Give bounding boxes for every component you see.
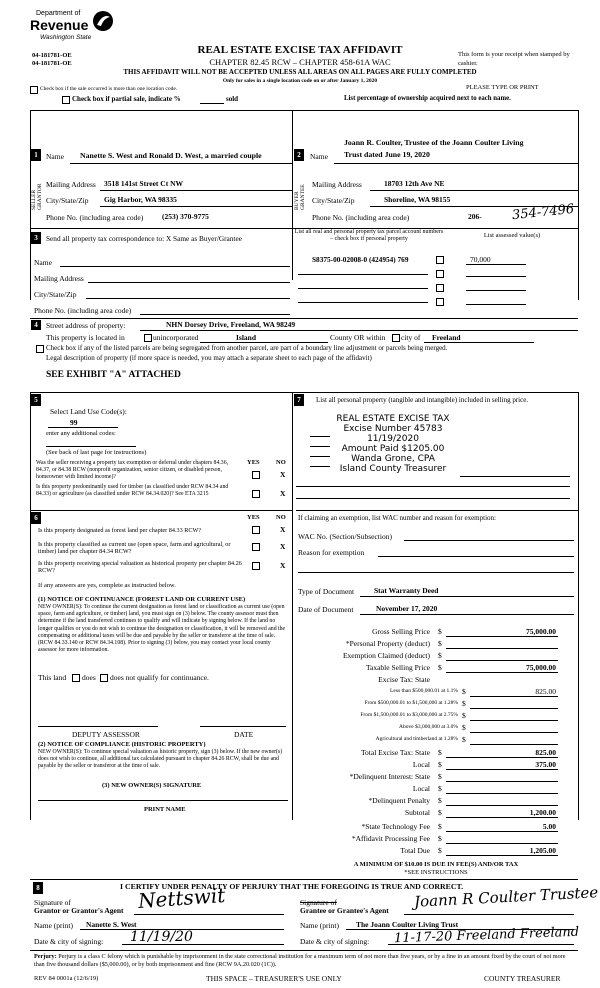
partial-sale-label: Check box if partial sale, indicate % xyxy=(72,95,181,103)
partial-percent-field[interactable] xyxy=(200,103,224,104)
section-8-number: 8 xyxy=(33,882,43,894)
ownership-note: List percentage of ownership acquired next to each name. xyxy=(344,95,511,102)
parcel-4-checkbox[interactable] xyxy=(436,298,444,306)
buyer-city[interactable]: Shoreline, WA 98155 xyxy=(384,195,451,204)
buyer-mailing-label: Mailing Address xyxy=(312,180,362,189)
section-4-number: 4 xyxy=(31,320,41,330)
excise-stamp xyxy=(330,414,456,474)
doc-type-label: Type of Document xyxy=(298,587,355,596)
segregated-label: Check box if any of the listed parcels are being segregated from another parcel, are part of a boundary line adjustment or parcels being merged. xyxy=(46,344,448,352)
grantee-sig-label-2: Grantee or Grantee's Agent xyxy=(300,906,389,915)
form-chapter: CHAPTER 82.45 RCW – CHAPTER 458-61A WAC xyxy=(209,57,391,67)
grantor-name[interactable]: Nanette S. West xyxy=(86,920,137,929)
county-label: County OR within xyxy=(330,333,386,342)
section-3-name-label: Name xyxy=(34,258,52,267)
stamp-line-6: Island County Treasurer xyxy=(339,464,447,474)
tier-2-label: From $500,000.01 to $1,500,000 at 1.28% xyxy=(364,700,458,706)
buyer-phone-handwritten[interactable]: 354-7496 xyxy=(511,201,575,224)
seller-mailing[interactable]: 3518 141st Street Ct NW xyxy=(104,179,184,188)
grantor-date-label: Date & city of signing: xyxy=(34,937,104,946)
logo-revenue: Revenue xyxy=(30,17,89,33)
section-5-q1-answer[interactable]: X xyxy=(280,470,286,479)
section-7-num-text: 7 xyxy=(297,396,301,404)
section-5-q1-yes[interactable] xyxy=(252,471,260,479)
this-land-label: This land xyxy=(38,673,67,682)
new-owner-signature-label: (3) NEW OWNER(S) SIGNATURE xyxy=(102,782,202,789)
city-of-label: city of xyxy=(401,333,421,342)
delinquent-interest-local-label: Local xyxy=(412,784,430,793)
multi-location-label: Check box if the sale occurred is more than one location code. xyxy=(40,86,178,92)
personal-deduct-dollar: $ xyxy=(438,639,442,648)
revenue-logo xyxy=(30,10,120,48)
stamp-line-1: REAL ESTATE EXCISE TAX xyxy=(336,414,450,424)
rev-number: REV 84 0001a (12/6/19) xyxy=(34,975,99,982)
section-3-mailing-label: Mailing Address xyxy=(34,274,84,283)
seller-city[interactable]: Gig Harbor, WA 98335 xyxy=(104,195,177,204)
land-use-label: Select Land Use Code(s): xyxy=(50,407,127,416)
section-6-q2: Is this property classified as current use (open space, farm and agricultural, or timber) land per chapter 84.34 RCW? xyxy=(38,541,231,555)
grantee-name[interactable]: The Joann Coulter Living Trust xyxy=(356,920,459,929)
stamp-line-5: Wanda Grone, CPA xyxy=(351,454,435,464)
buyer-side-label: BUYER GRANTEE xyxy=(294,184,306,210)
taxable-label: Taxable Selling Price xyxy=(365,663,430,672)
grantee-name-label: Name (print) xyxy=(300,921,339,930)
total-excise-state-label: Total Excise Tax: State xyxy=(360,748,430,757)
assessed-header: List assessed value(s) xyxy=(483,232,541,239)
does-checkbox[interactable] xyxy=(72,674,80,682)
seller-mailing-label: Mailing Address xyxy=(46,180,96,189)
grantee-signature[interactable]: Joann R Coulter Trustee xyxy=(413,883,599,911)
does-not-checkbox[interactable] xyxy=(100,674,108,682)
section-6-q2-yes[interactable] xyxy=(252,543,260,551)
delinquent-penalty-dollar: $ xyxy=(438,796,442,805)
buyer-mailing[interactable]: 18703 12th Ave NE xyxy=(384,179,445,188)
parcel-3-checkbox[interactable] xyxy=(436,284,444,292)
total-due-dollar: $ xyxy=(438,846,442,855)
exemption-deduct-label: Exemption Claimed (deduct) xyxy=(342,651,430,660)
section-5-q2-answer[interactable]: X xyxy=(280,489,286,498)
grantor-signature[interactable]: Nettswit xyxy=(137,882,226,914)
does-label: does xyxy=(82,673,96,682)
seller-city-label: City/State/Zip xyxy=(46,196,89,205)
grantor-date[interactable]: 11/19/20 xyxy=(130,929,193,945)
total-excise-state-dollar: $ xyxy=(438,748,442,757)
unincorporated-label: unincorporated xyxy=(153,333,199,342)
tier-4-label: Above $3,000,000 at 3.0% xyxy=(399,724,458,730)
form-code-2: 04-181781-OE xyxy=(32,60,72,67)
notice-2-text: NEW OWNER(S): To continue special valuation as historic property, sign (3) below. If the new owner(s) does not wish to continue, all additional tax calculated pursuant to chapter 84.26 RCW, shall be due and payable by the seller or transferor at the time of sale. xyxy=(38,749,283,770)
notice-2-title: (2) NOTICE OF COMPLIANCE (HISTORIC PROPERTY) xyxy=(38,741,206,748)
tech-fee-value[interactable]: 5.00 xyxy=(542,822,556,831)
buyer-phone-typed[interactable]: 206- xyxy=(468,212,482,221)
delinquent-interest-local-dollar: $ xyxy=(438,784,442,793)
section-1-number: 1 xyxy=(31,149,41,161)
section-5-q1: Was the seller receiving a property tax exemption or deferral under chapters 84.36, 84.37, or 84.38 RCW (nonprofit organization, senior citizen, or disabled person, homeowner with limited income)? xyxy=(36,460,229,480)
section-6-q1: Is this property designated as forest land per chapter 84.33 RCW? xyxy=(38,527,202,534)
subtotal-label: Subtotal xyxy=(404,808,430,817)
section-6-q3-yes[interactable] xyxy=(252,562,260,570)
doc-type[interactable]: Stat Warranty Deed xyxy=(374,586,439,595)
gross-dollar: $ xyxy=(438,627,442,636)
county-treasurer-label: COUNTY TREASURER xyxy=(484,974,561,983)
grantee-sig-label-1: Signature of xyxy=(300,898,337,907)
section-3-city-label: City/State/Zip xyxy=(34,290,77,299)
send-correspondence-label: Send all property tax correspondence to: X Same as Buyer/Grantee xyxy=(46,234,242,243)
assessor-date-label: DATE xyxy=(234,730,254,739)
partial-sale-checkbox[interactable] xyxy=(62,96,70,104)
delinquent-interest-state-dollar: $ xyxy=(438,772,442,781)
tier-5-label: Agricultural and timberland at 1.28% xyxy=(375,736,458,742)
tier-3-label: From $1,500,000.01 to $3,000,000 at 2.75% xyxy=(360,712,458,718)
form-code-1: 04-181781-OE xyxy=(32,52,72,59)
exhibit-reference: SEE EXHIBIT "A" ATTACHED xyxy=(46,370,181,380)
certify-statement: I CERTIFY UNDER PENALTY OF PERJURY THAT THE FOREGOING IS TRUE AND CORRECT. xyxy=(120,882,464,891)
processing-fee-dollar: $ xyxy=(438,834,442,843)
grantee-date-label: Date & city of signing: xyxy=(300,937,370,946)
local-value[interactable]: 375.00 xyxy=(535,760,556,769)
land-use-code[interactable]: 99 xyxy=(70,418,78,427)
total-due-value[interactable]: 1,205.00 xyxy=(529,846,556,855)
section-1-name-label: Name xyxy=(46,152,64,161)
section-6-no: NO xyxy=(276,514,286,521)
logo-dept: Department of xyxy=(36,10,81,17)
exemption-deduct-dollar: $ xyxy=(438,651,442,660)
tech-fee-dollar: $ xyxy=(438,822,442,831)
tier-1-dollar: $ xyxy=(462,687,466,696)
parcel-2-checkbox[interactable] xyxy=(436,270,444,278)
parcel-number[interactable]: S8375-00-02008-0 (424954) 769 xyxy=(312,255,409,264)
does-not-label: does not qualify for continuance. xyxy=(110,673,209,682)
multi-location-checkbox[interactable] xyxy=(30,86,38,94)
unincorporated-checkbox[interactable] xyxy=(144,334,152,342)
seller-phone-label: Phone No. (including area code) xyxy=(46,213,144,222)
tier-1-value[interactable]: 825.00 xyxy=(535,687,556,696)
form-title: REAL ESTATE EXCISE TAX AFFIDAVIT xyxy=(197,44,403,56)
buyer-phone-label: Phone No. (including area code) xyxy=(312,213,410,222)
tier-1-label: Less than $500,000.01 at 1.1% xyxy=(390,688,458,694)
see-back-note: (See back of last page for instructions) xyxy=(46,449,147,456)
buyer-city-label: City/State/Zip xyxy=(312,196,355,205)
local-label: Local xyxy=(412,760,430,769)
deputy-assessor-label: DEPUTY ASSESSOR xyxy=(72,730,140,739)
local-dollar: $ xyxy=(438,760,442,769)
section-6-q3: Is this property receiving special valuation as historical property per chapter 84.26 RCW? xyxy=(38,560,242,574)
taxable-value[interactable]: 75,000.00 xyxy=(526,663,556,672)
wac-label: WAC No. (Section/Subsection) xyxy=(298,532,392,541)
grantor-name-label: Name (print) xyxy=(34,921,73,930)
delinquent-interest-state-label: *Delinquent Interest: State xyxy=(349,772,430,781)
section-6-q2-answer[interactable]: X xyxy=(280,542,286,551)
receipt-note: This form is your receipt when stamped by cashier. xyxy=(458,51,570,67)
section-6-q1-answer[interactable]: X xyxy=(280,525,286,534)
grantor-sig-label-2: Grantor or Grantor's Agent xyxy=(34,906,124,915)
section-5-no: NO xyxy=(276,459,286,466)
section-2-name-label: Name xyxy=(310,152,328,161)
section-6-yes: YES xyxy=(247,514,260,521)
gross-label: Gross Selling Price xyxy=(372,627,430,636)
personal-property-label: List all personal property (tangible and intangible) included in selling price. xyxy=(316,396,529,404)
property-street[interactable]: NHN Dorsey Drive, Freeland, WA 98249 xyxy=(166,320,296,329)
delinquent-penalty-label: *Delinquent Penalty xyxy=(368,796,430,805)
stamp-line-4: Amount Paid $1205.00 xyxy=(341,444,445,454)
processing-fee-label: *Affidavit Processing Fee xyxy=(351,834,430,843)
section-5-number: 5 xyxy=(31,394,41,406)
section-3-phone-label: Phone No. (including area code) xyxy=(34,306,132,315)
tier-3-dollar: $ xyxy=(462,711,466,720)
perjury-text: Perjury is a class C felony which is punishable by imprisonment in the state correctional institution for a maximum term of not more than five years, or by a fine in an amount fixed by the court of not more than five thousand dollars ($5,000.00), or by both imprisonment and fine (RCW 9A.20.020 (1C)). xyxy=(34,953,566,968)
minimum-fee-note: A MINIMUM OF $10.00 IS DUE IN FEE(S) AND/OR TAX xyxy=(353,861,519,868)
exemption-label: If claiming an exemption, list WAC number and reason for exemption: xyxy=(298,514,496,522)
total-due-label: Total Due xyxy=(400,846,430,855)
reason-label: Reason for exemption xyxy=(298,548,365,557)
print-name-label: PRINT NAME xyxy=(144,806,186,813)
tech-fee-label: *State Technology Fee xyxy=(361,822,430,831)
buyer-name-line2[interactable]: Trust dated June 19, 2020 xyxy=(344,150,430,159)
print-note: PLEASE TYPE OR PRINT xyxy=(466,84,539,91)
notice-1-text: NEW OWNER(S): To continue the current designation as forest land or classification as current use (open space, farm and agriculture, or timber) land, you must sign on (3) below. The county assessor must then determine if the land transferred continues to qualify and will indicate by signing below. If the land no longer qualifies or you do not wish to continue the designation or classification, it will be removed and the compensating or additional taxes will be due and payable by the seller or transferor at the time of sale. (RCW 84.33.140 or RCW 84.34.108). Prior to signing (3) below, you may contact your local county assessor for more information. xyxy=(38,604,286,654)
section-5-q2-yes[interactable] xyxy=(252,490,260,498)
tier-2-dollar: $ xyxy=(462,699,466,708)
section-3-number: 3 xyxy=(31,232,41,244)
city-of-checkbox[interactable] xyxy=(392,334,400,342)
sales-note: Only for sales in a single location code on or after January 1, 2020 xyxy=(222,78,378,84)
located-label: This property is located in xyxy=(46,333,125,342)
section-5-yes: YES xyxy=(247,459,260,466)
notice-1-title: (1) NOTICE OF CONTINUANCE (FOREST LAND OR CURRENT USE) xyxy=(38,596,246,603)
sold-label: sold xyxy=(226,95,239,103)
logo-swoosh-icon xyxy=(92,10,114,32)
parcel-personal-checkbox[interactable] xyxy=(436,256,444,264)
assessed-value[interactable]: 70,000 xyxy=(470,255,491,264)
grantee-date[interactable]: 11-17-20 Freeland Freeland xyxy=(393,924,580,947)
subtotal-value[interactable]: 1,200.00 xyxy=(529,808,556,817)
parcel-header: List all real and personal property tax parcel account numbers – check box if personal property xyxy=(294,229,444,242)
county-value[interactable]: Island xyxy=(236,333,257,342)
treasurer-space-label: THIS SPACE – TREASURER'S USE ONLY xyxy=(206,974,342,983)
section-2-number: 2 xyxy=(294,149,304,161)
city-value[interactable]: Freeland xyxy=(432,333,461,342)
section-6-q1-yes[interactable] xyxy=(252,526,260,534)
perjury-block xyxy=(34,953,574,968)
stamp-line-2: Excise Number 45783 xyxy=(343,424,443,434)
perjury-title: Perjury: xyxy=(34,953,57,960)
subtotal-dollar: $ xyxy=(438,808,442,817)
excise-state-label: Excise Tax: State xyxy=(378,675,430,684)
legal-description-label: Legal description of property (if more space is needed, you may attach a separate sheet to each page of the affidavit) xyxy=(46,354,372,362)
section-6-number: 6 xyxy=(31,512,41,524)
personal-deduct-label: *Personal Property (deduct) xyxy=(345,639,430,648)
form-warning: THIS AFFIDAVIT WILL NOT BE ACCEPTED UNLESS ALL AREAS ON ALL PAGES ARE FULLY COMPLETED xyxy=(123,68,477,76)
seller-name[interactable]: Nanette S. West and Ronald D. West, a married couple xyxy=(80,151,262,160)
tier-5-dollar: $ xyxy=(462,735,466,744)
section-7-badge xyxy=(294,394,304,406)
doc-date[interactable]: November 17, 2020 xyxy=(376,604,438,613)
buyer-name-line1[interactable]: Joann R. Coulter, Trustee of the Joann Coulter Living xyxy=(344,138,524,147)
doc-date-label: Date of Document xyxy=(298,605,354,614)
section-6-if-yes: If any answers are yes, complete as instructed below. xyxy=(38,582,176,589)
total-excise-state-value[interactable]: 825.00 xyxy=(535,748,556,757)
stamp-line-3: 11/19/2020 xyxy=(367,434,419,444)
grantor-sig-label-1: Signature of xyxy=(34,898,71,907)
logo-state: Washington State xyxy=(40,34,92,41)
segregated-checkbox[interactable] xyxy=(36,345,44,353)
additional-codes-label: enter any additional codes: xyxy=(46,430,116,437)
section-5-q2: Is this property predominantly used for timber (as classified under RCW 84.34 and 84.33) or agriculture (as classified under RCW 84.34.020)? See ETA 3215 xyxy=(36,484,229,497)
see-instructions-note: *SEE INSTRUCTIONS xyxy=(404,869,468,876)
seller-side-label: SELLER GRANTOR xyxy=(31,183,43,210)
seller-phone[interactable]: (253) 370-9775 xyxy=(162,212,209,221)
gross-value[interactable]: 75,000.00 xyxy=(526,627,556,636)
taxable-dollar: $ xyxy=(438,663,442,672)
tier-4-dollar: $ xyxy=(462,723,466,732)
street-label: Street address of property: xyxy=(46,321,126,330)
section-6-q3-answer[interactable]: X xyxy=(280,561,286,570)
